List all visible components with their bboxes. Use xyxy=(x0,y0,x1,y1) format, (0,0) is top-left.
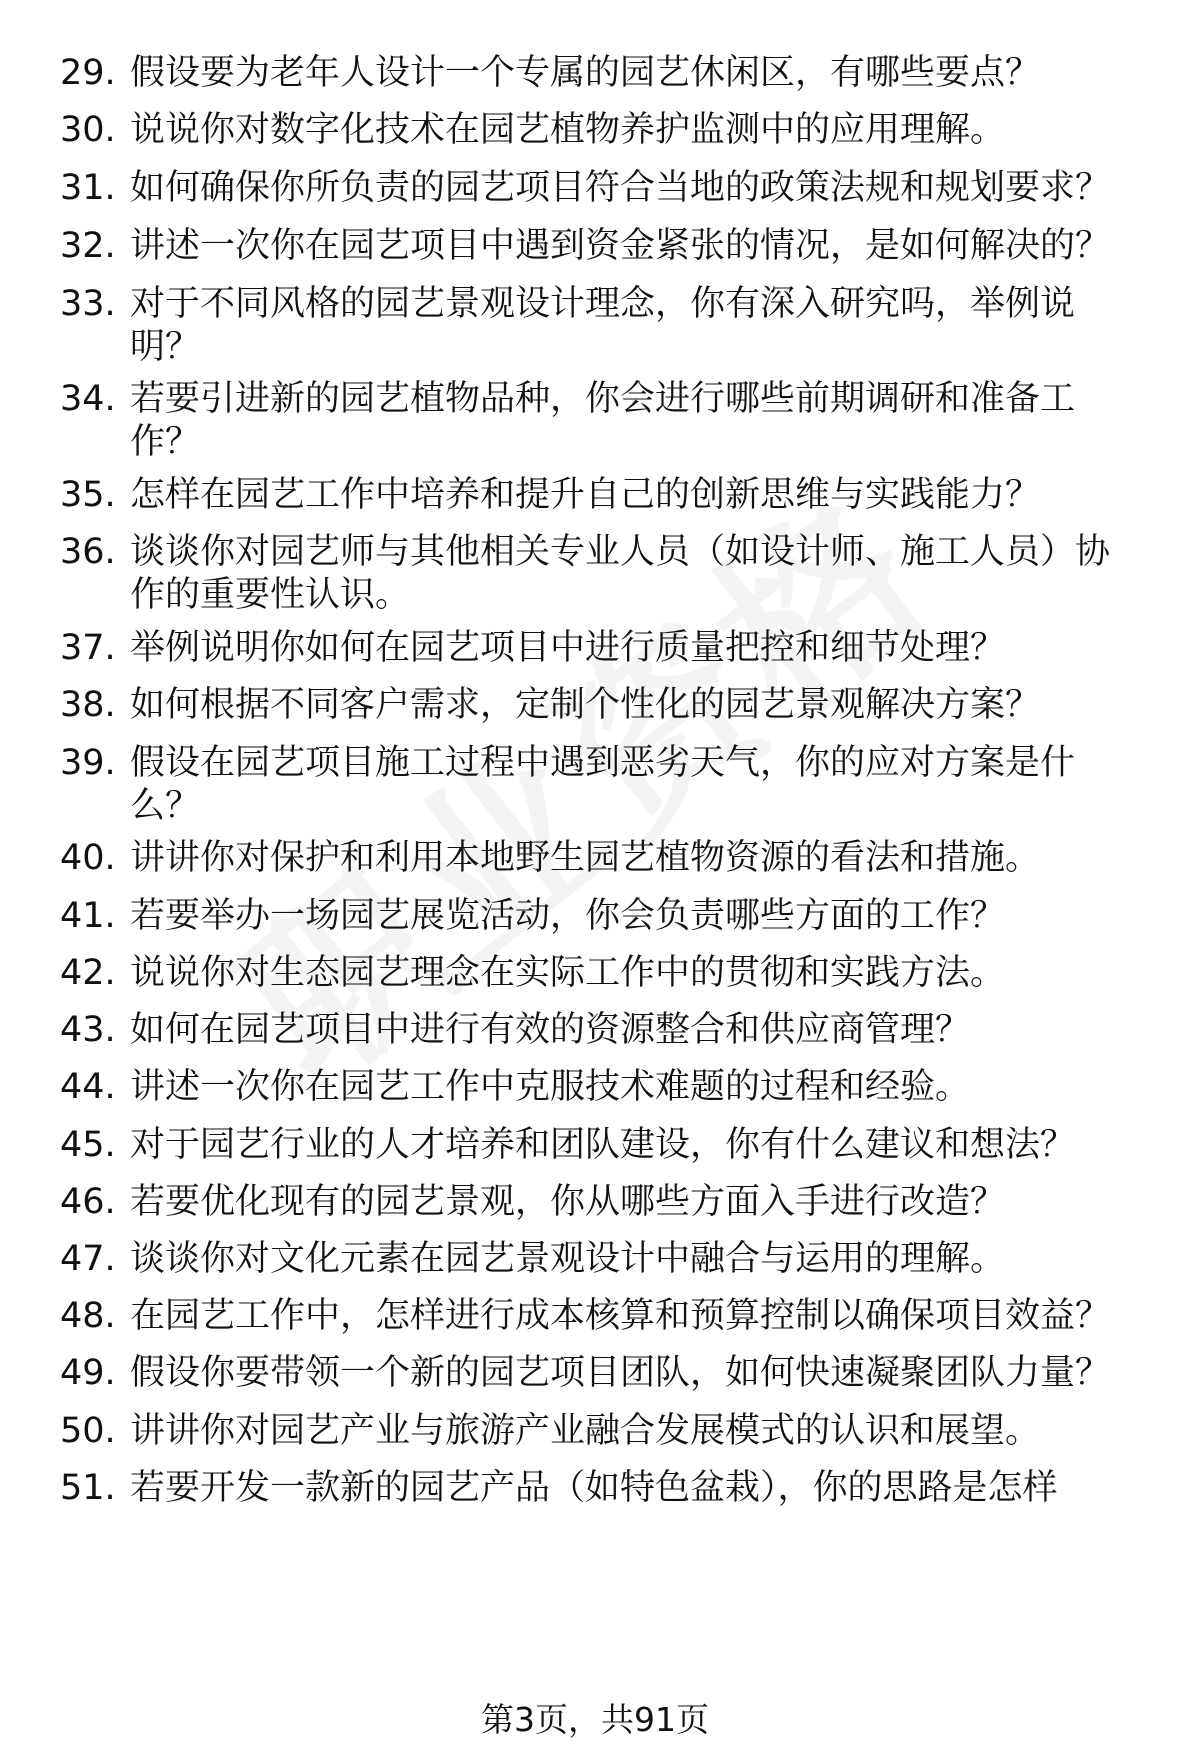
question-number: 50. xyxy=(60,1411,116,1451)
question-text: 怎样在园艺工作中培养和提升自己的创新思维与实践能力？ xyxy=(130,475,1041,515)
question-number: 35. xyxy=(60,475,116,515)
question-number: 34. xyxy=(60,379,116,419)
question-text: 如何在园艺项目中进行有效的资源整合和供应商管理？ xyxy=(130,1010,971,1050)
question-text: 如何确保你所负责的园艺项目符合当地的政策法规和规划要求？ xyxy=(130,168,1111,208)
question-text: 若要引进新的园艺植物品种，你会进行哪些前期调研和准备工 作？ xyxy=(130,379,1076,462)
question-number: 47. xyxy=(60,1239,116,1279)
question-text: 说说你对数字化技术在园艺植物养护监测中的应用理解。 xyxy=(130,110,1006,150)
question-text: 在园艺工作中，怎样进行成本核算和预算控制以确保项目效益？ xyxy=(130,1296,1111,1336)
question-number: 44. xyxy=(60,1067,116,1107)
question-number: 32. xyxy=(60,226,116,266)
question-number: 38. xyxy=(60,685,116,725)
question-number: 42. xyxy=(60,953,116,993)
question-number: 30. xyxy=(60,110,116,150)
question-text: 谈谈你对文化元素在园艺景观设计中融合与运用的理解。 xyxy=(130,1239,1006,1279)
question-number: 29. xyxy=(60,53,116,93)
page-footer: 第3页，共91页 xyxy=(481,1700,709,1739)
question-number: 43. xyxy=(60,1010,116,1050)
question-text: 讲讲你对园艺产业与旅游产业融合发展模式的认识和展望。 xyxy=(130,1411,1041,1451)
question-number: 45. xyxy=(60,1125,116,1165)
question-text: 假设要为老年人设计一个专属的园艺休闲区，有哪些要点？ xyxy=(130,53,1041,93)
question-text: 对于不同风格的园艺景观设计理念，你有深入研究吗，举例说 明？ xyxy=(130,284,1076,367)
question-number: 40. xyxy=(60,838,116,878)
question-number: 37. xyxy=(60,628,116,668)
question-text: 若要开发一款新的园艺产品（如特色盆栽），你的思路是怎样 xyxy=(130,1468,1058,1508)
question-number: 33. xyxy=(60,284,116,324)
question-number: 49. xyxy=(60,1353,116,1393)
question-number: 36. xyxy=(60,532,116,572)
question-text: 说说你对生态园艺理念在实际工作中的贯彻和实践方法。 xyxy=(130,953,1006,993)
question-text: 若要优化现有的园艺景观，你从哪些方面入手进行改造？ xyxy=(130,1182,1006,1222)
question-number: 48. xyxy=(60,1296,116,1336)
question-number: 31. xyxy=(60,168,116,208)
question-text: 如何根据不同客户需求，定制个性化的园艺景观解决方案？ xyxy=(130,685,1041,725)
question-text: 假设在园艺项目施工过程中遇到恶劣天气，你的应对方案是什 么？ xyxy=(130,743,1076,826)
question-text: 对于园艺行业的人才培养和团队建设，你有什么建议和想法？ xyxy=(130,1125,1076,1165)
question-text: 举例说明你如何在园艺项目中进行质量把控和细节处理？ xyxy=(130,628,1006,668)
question-text: 假设你要带领一个新的园艺项目团队，如何快速凝聚团队力量？ xyxy=(130,1353,1111,1393)
question-number: 39. xyxy=(60,743,116,783)
question-text: 讲述一次你在园艺工作中克服技术难题的过程和经验。 xyxy=(130,1067,971,1107)
question-text: 讲讲你对保护和利用本地野生园艺植物资源的看法和措施。 xyxy=(130,838,1041,878)
question-text: 若要举办一场园艺展览活动，你会负责哪些方面的工作？ xyxy=(130,896,1006,936)
question-number: 41. xyxy=(60,896,116,936)
question-text: 讲述一次你在园艺项目中遇到资金紧张的情况，是如何解决的？ xyxy=(130,226,1111,266)
question-text: 谈谈你对园艺师与其他相关专业人员（如设计师、施工人员）协 作的重要性认识。 xyxy=(130,532,1111,615)
question-number: 46. xyxy=(60,1182,116,1222)
question-number: 51. xyxy=(60,1468,116,1508)
